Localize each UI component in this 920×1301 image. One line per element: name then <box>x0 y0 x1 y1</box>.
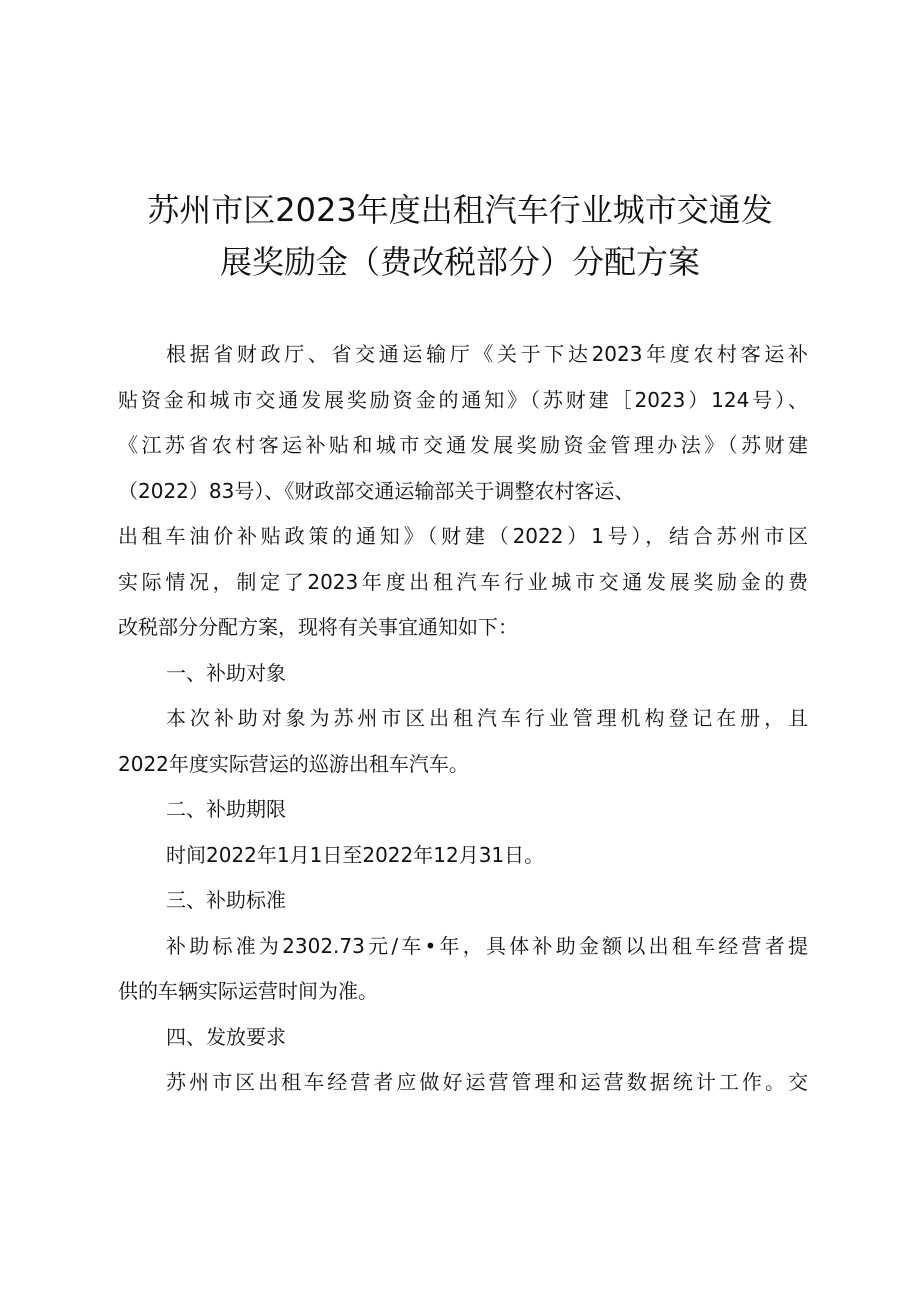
section-heading-1: 一、补助对象 <box>166 660 286 685</box>
document-body <box>118 332 808 1106</box>
paragraph-intro-line-5: 出租车油价补贴政策的通知》（财建（2022）1号），结合苏州市区 <box>118 524 808 548</box>
paragraph-intro-line-2: 贴资金和城市交通发展奖励资金的通知》（苏财建［2023）124号）、 <box>118 387 808 412</box>
section-4-line-1: 苏州市区出租车经营者应做好运营管理和运营数据统计工作。交 <box>166 1070 808 1094</box>
section-2-line-1: 时间2022年1月1日至2022年12月31日。 <box>166 842 545 867</box>
section-heading-2: 二、补助期限 <box>166 797 286 821</box>
section-1-line-2: 2022年度实际营运的巡游出租车汽车。 <box>118 751 469 776</box>
section-3-line-2: 供的车辆实际运营时间为准。 <box>118 979 378 1003</box>
section-heading-3: 三、补助标准 <box>166 888 286 912</box>
paragraph-intro-line-1: 根据省财政厅、省交通运输厅《关于下达2023年度农村客运补 <box>166 342 808 366</box>
paragraph-intro-line-4: （2022）83号）、《财政部交通运输部关于调整农村客运、 <box>118 478 635 503</box>
paragraph-intro-line-7: 改税部分分配方案，现将有关事宜通知如下： <box>118 615 518 639</box>
section-1-line-1: 本次补助对象为苏州市区出租汽车行业管理机构登记在册，且 <box>166 706 808 730</box>
section-heading-4: 四、发放要求 <box>166 1024 286 1049</box>
title-line-1: 苏州市区2023年度出租汽车行业城市交通发 <box>147 191 773 229</box>
paragraph-intro-line-3: 《江苏省农村客运补贴和城市交通发展奖励资金管理办法》（苏财建 <box>118 433 808 457</box>
section-3-line-1: 补助标准为2302.73元/车•年，具体补助金额以出租车经营者提 <box>166 933 808 958</box>
paragraph-intro-line-6: 实际情况，制定了2023年度出租汽车行业城市交通发展奖励金的费 <box>118 569 808 594</box>
document-title <box>100 184 820 288</box>
title-line-2: 展奖励金（费改税部分）分配方案 <box>219 243 700 281</box>
